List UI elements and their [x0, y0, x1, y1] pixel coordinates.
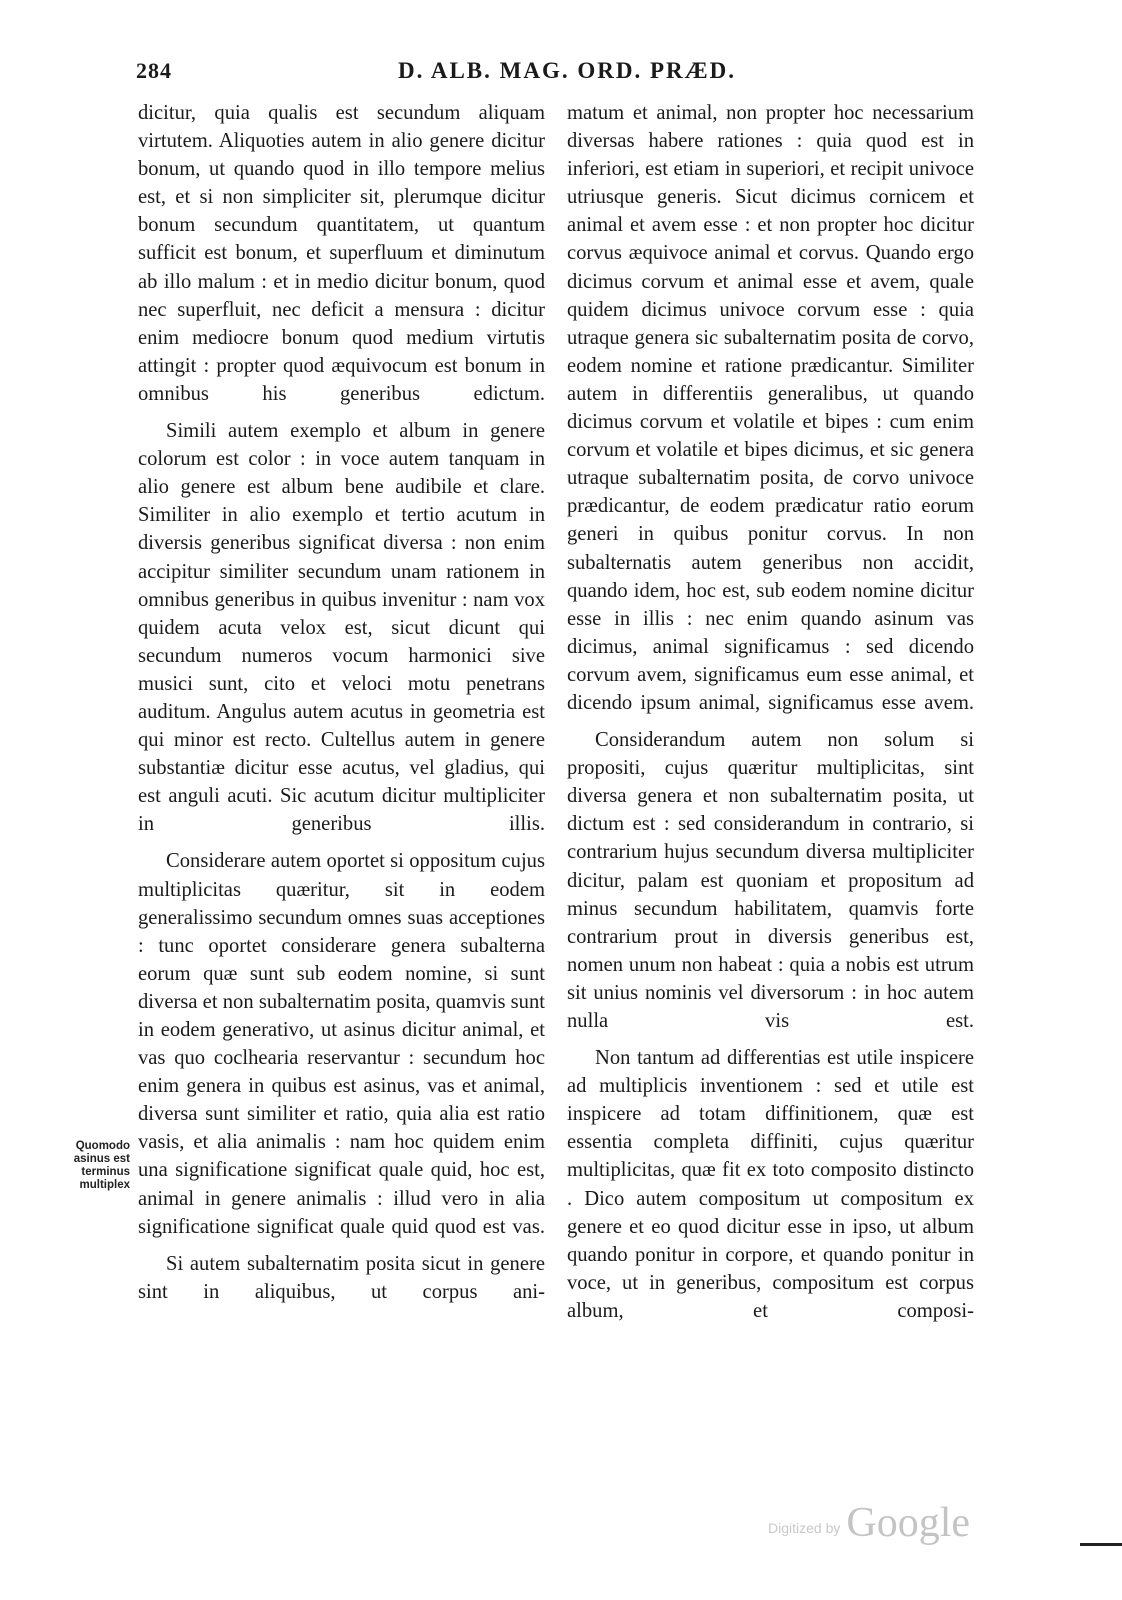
margin-note-line: asinus est: [73, 1153, 130, 1165]
margin-note-line: Quomodo: [75, 1140, 130, 1152]
margin-note-line: terminus: [81, 1166, 130, 1178]
paragraph: matum et animal, non propter hoc necessarium diversas habere rationes : quia quod est in inferiori, est etiam in superiori, et recipit univoce utriusque generis. Sicut dicimus cornicem et animal et avem esse : et non propter hoc dicitur corvus æquivoce animal et corvus. Quando ergo dicimus corvum et animal esse et avem, quale quidem dicimus univoce corvum esse : quia utraque genera sic subalternatim posita de corvo, eodem nomine et ratione prædicantur. Similiter autem in differentiis generalibus, ut quando dicimus corvum et volatile et bipes : cum enim corvum et volatile et bipes dicimus, et sic genera utraque subalternatim posita, de corvo univoce prædicantur, de eodem prædicatur ratio eorum generi in quibus ponitur corvus. In non subalternatis autem generibus non accidit, quando idem, hoc est, sub eodem nomine dicitur esse in illis : nec enim quando asinum vas dicimus, animal significamus : sed dicendo corvum avem, significamus eum esse animal, et dicendo ipsum animal, significamus esse avem.: [567, 102, 974, 714]
paragraph: Considerare autem oportet si oppositum cujus multiplicitas quæritur, sit in eodem generalissimo secundum omnes suas acceptiones : tunc oportet considerare genera subalterna eorum quæ sunt sub eodem nomine, si sunt diversa et non subalternatim posita, quamvis sunt in eodem generativo, ut asinus dicitur animal, et vas quo coclhearia reservantur : secundum hoc enim genera in quibus est asinus, vas et animal, diversa sunt similiter et ratio, quia alia est ratio vasis, et alia animalis : nam hoc quidem enim una significatione significat quale quid, hoc est, animal in genere animalis : illud vero in alia significatione significat quale quid quod est vas.: [138, 850, 545, 1238]
paragraph: Simili autem exemplo et album in genere colorum est color : in voce autem tanquam in alio genere est album bene audibile et clare. Similiter in alio exemplo et tertio acutum in diversis generibus significat diversa : non enim accipitur similiter secundum unam rationem in omnibus generibus in quibus invenitur : nam vox quidem acuta velox est, sicut dicunt qui secundum numeros vocum harmonici sive musici sunt, cito et veloci motu penetrans auditum. Angulus autem acutus in geometria est qui minor est recto. Cultellus autem in genere substantiæ dicitur esse acutus, vel gladius, qui est anguli acuti. Sic acutum dicitur multipliciter in generibus illis.: [138, 420, 545, 836]
running-head: D. ALB. MAG. ORD. PRÆD.: [398, 58, 736, 83]
page-header: [136, 58, 976, 92]
digitization-watermark: [768, 1500, 970, 1546]
margin-note: [58, 1140, 130, 1192]
right-column: [567, 99, 974, 1325]
paragraph: Si autem subalternatim posita sicut in genere sint in aliquibus, ut corpus ani-: [138, 1252, 545, 1303]
page-edge-mark: [1080, 1543, 1122, 1546]
margin-note-line: multiplex: [79, 1179, 130, 1191]
paragraph: Non tantum ad differentias est utile inspicere ad multiplicis inventionem : sed et utile est inspicere ad totam diffinitionem, quæ est essentia completa diffiniti, cujus quæritur multiplicitas, quæ fit ex toto composito distincto . Dico autem compositum ut compositum ex genere et eo quod dicitur esse in ipso, ut album quando ponitur in corpore, et quando ponitur in voce, ut in generibus, compositum est corpus album, et composi-: [567, 1047, 974, 1322]
left-column: [138, 99, 545, 1306]
watermark-brand: Google: [846, 1500, 971, 1546]
watermark-prefix: Digitized by: [768, 1520, 841, 1536]
page-number: 284: [136, 58, 172, 83]
paragraph: Considerandum autem non solum si propositi, cujus quæritur multiplicitas, sint diversa genera et non subalternatim posita, ut dictum est : sed considerandum in contrario, si contrarium hujus secundum diversa multipliciter dicitur, palam est quoniam et propositum ad minus secundum habilitatem, quamvis forte contrarium prout in diversis generibus est, nomen unum non habeat : quia a nobis est utrum sit unius nominis vel diversorum : in hoc autem nulla vis est.: [567, 729, 974, 1032]
paragraph: dicitur, quia qualis est secundum aliquam virtutem. Aliquoties autem in alio genere dicitur bonum, ut quando quod in illo tempore melius est, et si non simpliciter sit, plerumque dicitur bonum secundum quantitatem, ut quantum sufficit est bonum, et superfluum et diminutum ab illo malum : et in medio dicitur bonum, quod nec superfluit, nec deficit a mensura : dicitur enim mediocre bonum quod medium virtutis attingit : propter quod æquivocum est bonum in omnibus his generibus edictum.: [138, 102, 545, 405]
